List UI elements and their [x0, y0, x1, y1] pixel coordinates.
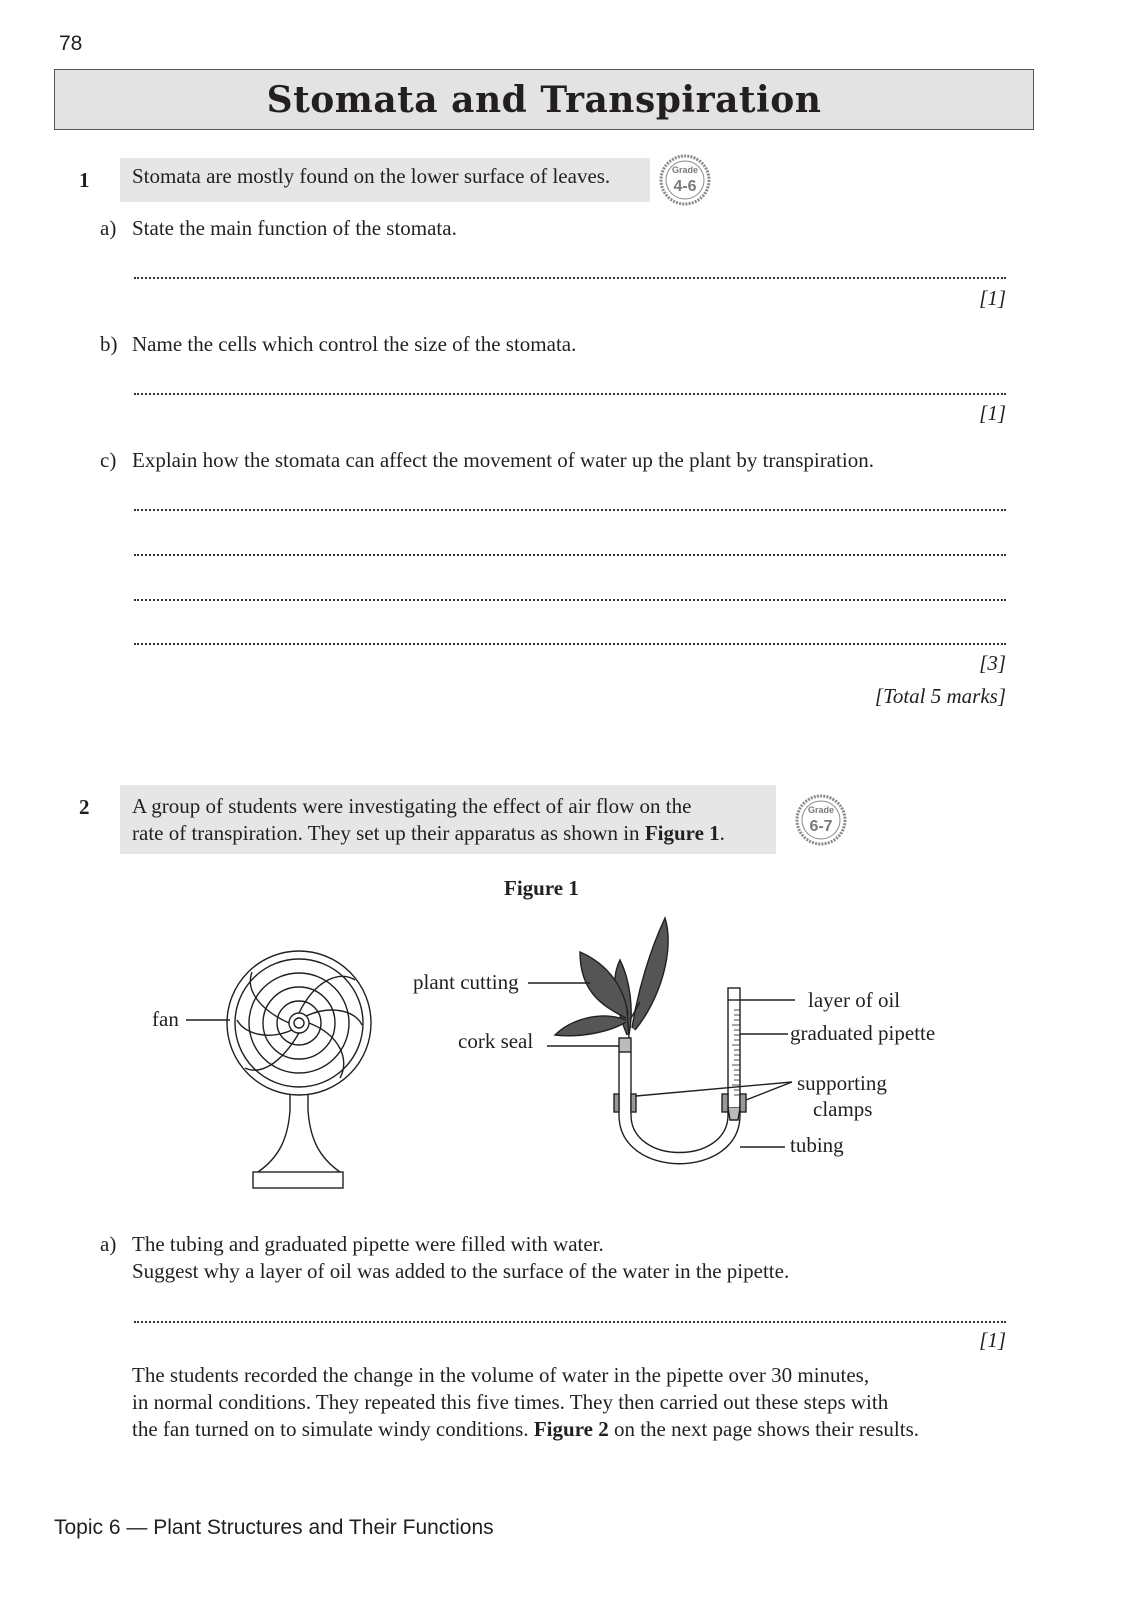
q1c-mark: [3] [979, 651, 1006, 675]
label-layer-of-oil: layer of oil [808, 988, 901, 1012]
q2-paragraph-line2: in normal conditions. They repeated this five times. They then carried out these steps with [132, 1390, 889, 1414]
q1a-mark: [1] [979, 286, 1006, 310]
q1a-text: State the main function of the stomata. [132, 216, 457, 240]
answer-line[interactable] [134, 554, 1006, 556]
label-cork-seal: cork seal [458, 1029, 534, 1053]
question-2-stem-line2: rate of transpiration. They set up their apparatus as shown in Figure 1. [132, 821, 725, 845]
answer-line[interactable] [134, 643, 1006, 645]
grade-badge-6-7 [794, 793, 848, 847]
label-clamps: clamps [813, 1097, 873, 1121]
question-2-stem-line1: A group of students were investigating the effect of air flow on the [132, 794, 692, 818]
label-tubing: tubing [790, 1133, 844, 1157]
q2a-label: a) [100, 1232, 117, 1256]
q2-paragraph-line3: the fan turned on to simulate windy conditions. Figure 2 on the next page shows their results. [132, 1417, 919, 1441]
page-footer: Topic 6 — Plant Structures and Their Functions [54, 1516, 494, 1539]
question-1-stem-text: Stomata are mostly found on the lower surface of leaves. [132, 164, 611, 188]
figure-1-diagram [140, 910, 970, 1210]
answer-line[interactable] [134, 509, 1006, 511]
q1a-label: a) [100, 216, 117, 240]
figure-1-title: Figure 1 [504, 876, 579, 900]
question-2-number: 2 [79, 795, 90, 819]
q1c-text: Explain how the stomata can affect the movement of water up the plant by transpiration. [132, 448, 874, 472]
q2a-mark: [1] [979, 1328, 1006, 1352]
answer-line[interactable] [134, 1321, 1006, 1323]
q1b-mark: [1] [979, 401, 1006, 425]
badge-grade-label: Grade [807, 805, 835, 815]
q2-paragraph-line1: The students recorded the change in the volume of water in the pipette over 30 minutes, [132, 1363, 870, 1387]
q1-total-marks: [Total 5 marks] [874, 684, 1006, 708]
plant-cutting-icon [528, 918, 668, 1038]
q1b-label: b) [100, 332, 118, 356]
answer-line[interactable] [134, 393, 1006, 395]
question-1-number: 1 [79, 168, 90, 192]
grade-badge-4-6 [658, 153, 712, 207]
question-1-stem [120, 158, 650, 202]
q2a-line1: The tubing and graduated pipette were filled with water. [132, 1232, 604, 1256]
page-title: Stomata and Transpiration [266, 78, 822, 121]
q2a-line2: Suggest why a layer of oil was added to the surface of the water in the pipette. [132, 1259, 790, 1283]
title-banner [54, 69, 1034, 130]
question-2-stem [120, 785, 776, 854]
badge-grade-value: 4-6 [673, 178, 697, 195]
q1c-label: c) [100, 448, 117, 472]
fan-icon [186, 951, 371, 1188]
answer-line[interactable] [134, 277, 1006, 279]
label-supporting: supporting [797, 1071, 887, 1095]
u-tube-apparatus [547, 988, 795, 1164]
page-number: 78 [59, 32, 83, 55]
label-plant-cutting: plant cutting [413, 970, 519, 994]
label-graduated-pipette: graduated pipette [790, 1021, 936, 1045]
label-fan: fan [152, 1007, 179, 1031]
badge-grade-label: Grade [671, 165, 699, 175]
answer-line[interactable] [134, 599, 1006, 601]
q1b-text: Name the cells which control the size of the stomata. [132, 332, 577, 356]
badge-grade-value: 6-7 [809, 818, 833, 835]
